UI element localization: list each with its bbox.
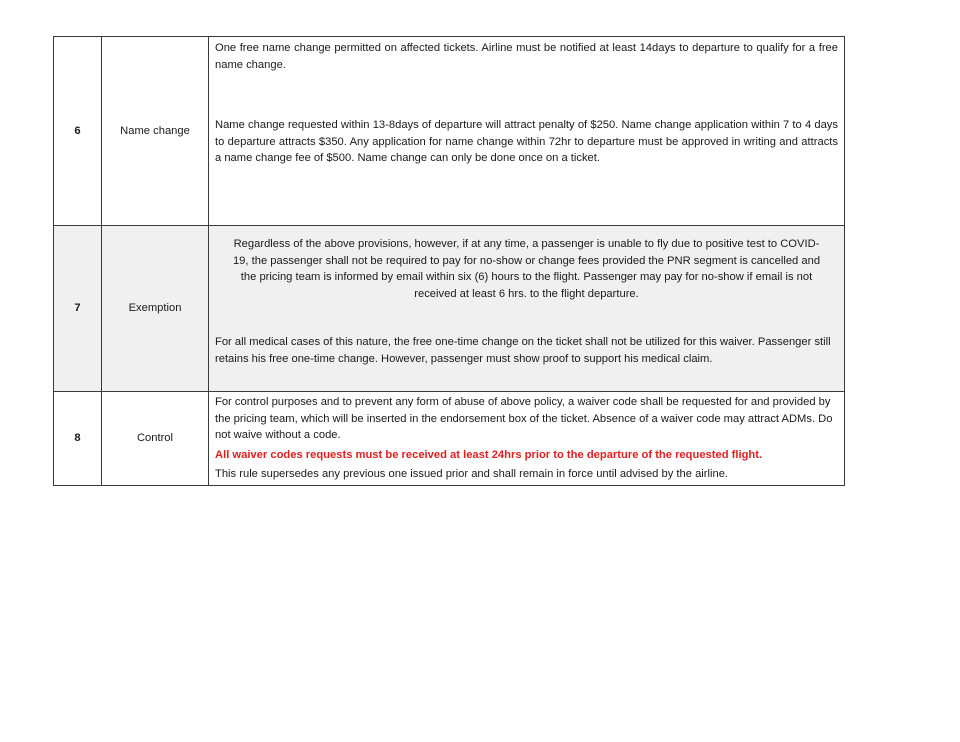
row-subject: Name change <box>102 37 209 226</box>
table-row <box>54 392 845 486</box>
row-description <box>209 37 845 226</box>
table-row <box>54 226 845 392</box>
row-subject: Exemption <box>102 226 209 392</box>
row-number: 6 <box>54 37 102 226</box>
row-subject: Control <box>102 392 209 486</box>
description-paragraph: For control purposes and to prevent any form of abuse of above policy, a waiver code shall be requested for and provided by the pricing team, which will be inserted in the endorsement box of the ticket. Absence of a waiver code may attract ADMs. Do not waive without a code. <box>215 396 833 442</box>
row-description <box>209 226 845 392</box>
description-paragraph: This rule supersedes any previous one issued prior and shall remain in force until advised by the airline. <box>215 468 729 481</box>
row-description <box>209 392 845 486</box>
policy-table <box>53 36 845 486</box>
description-paragraph: Regardless of the above provisions, however, if at any time, a passenger is unable to fly due to positive test to COVID-19, the passenger shall not be required to pay for no-show or change fees provided the PNR segment is cancelled and the pricing team is informed by email within six (6) hours to the flight. Passenger may pay for no-show if email is not received at least 6 hrs. to the flight departure. <box>232 238 821 300</box>
highlighted-notice: All waiver codes requests must be received at least 24hrs prior to the departure of the requested flight. <box>215 448 763 461</box>
description-paragraph: Name change requested within 13-8days of departure will attract penalty of $250. Name change application within 7 to 4 days to departure attracts $350. Any application for name change within 72hr to departure must be approved in writing and attracts a name change fee of $500. Name change can only be done once on a ticket. <box>215 119 838 164</box>
description-paragraph: For all medical cases of this nature, the free one-time change on the ticket shall not be utilized for this waiver. Passenger still retains his free one-time change. However, passenger must show proof to support his medical claim. <box>215 336 831 365</box>
row-number: 7 <box>54 226 102 392</box>
table-row <box>54 37 845 226</box>
description-paragraph: One free name change permitted on affected tickets. Airline must be notified at least 14days to departure to qualify for a free name change. <box>215 42 838 71</box>
row-number: 8 <box>54 392 102 486</box>
